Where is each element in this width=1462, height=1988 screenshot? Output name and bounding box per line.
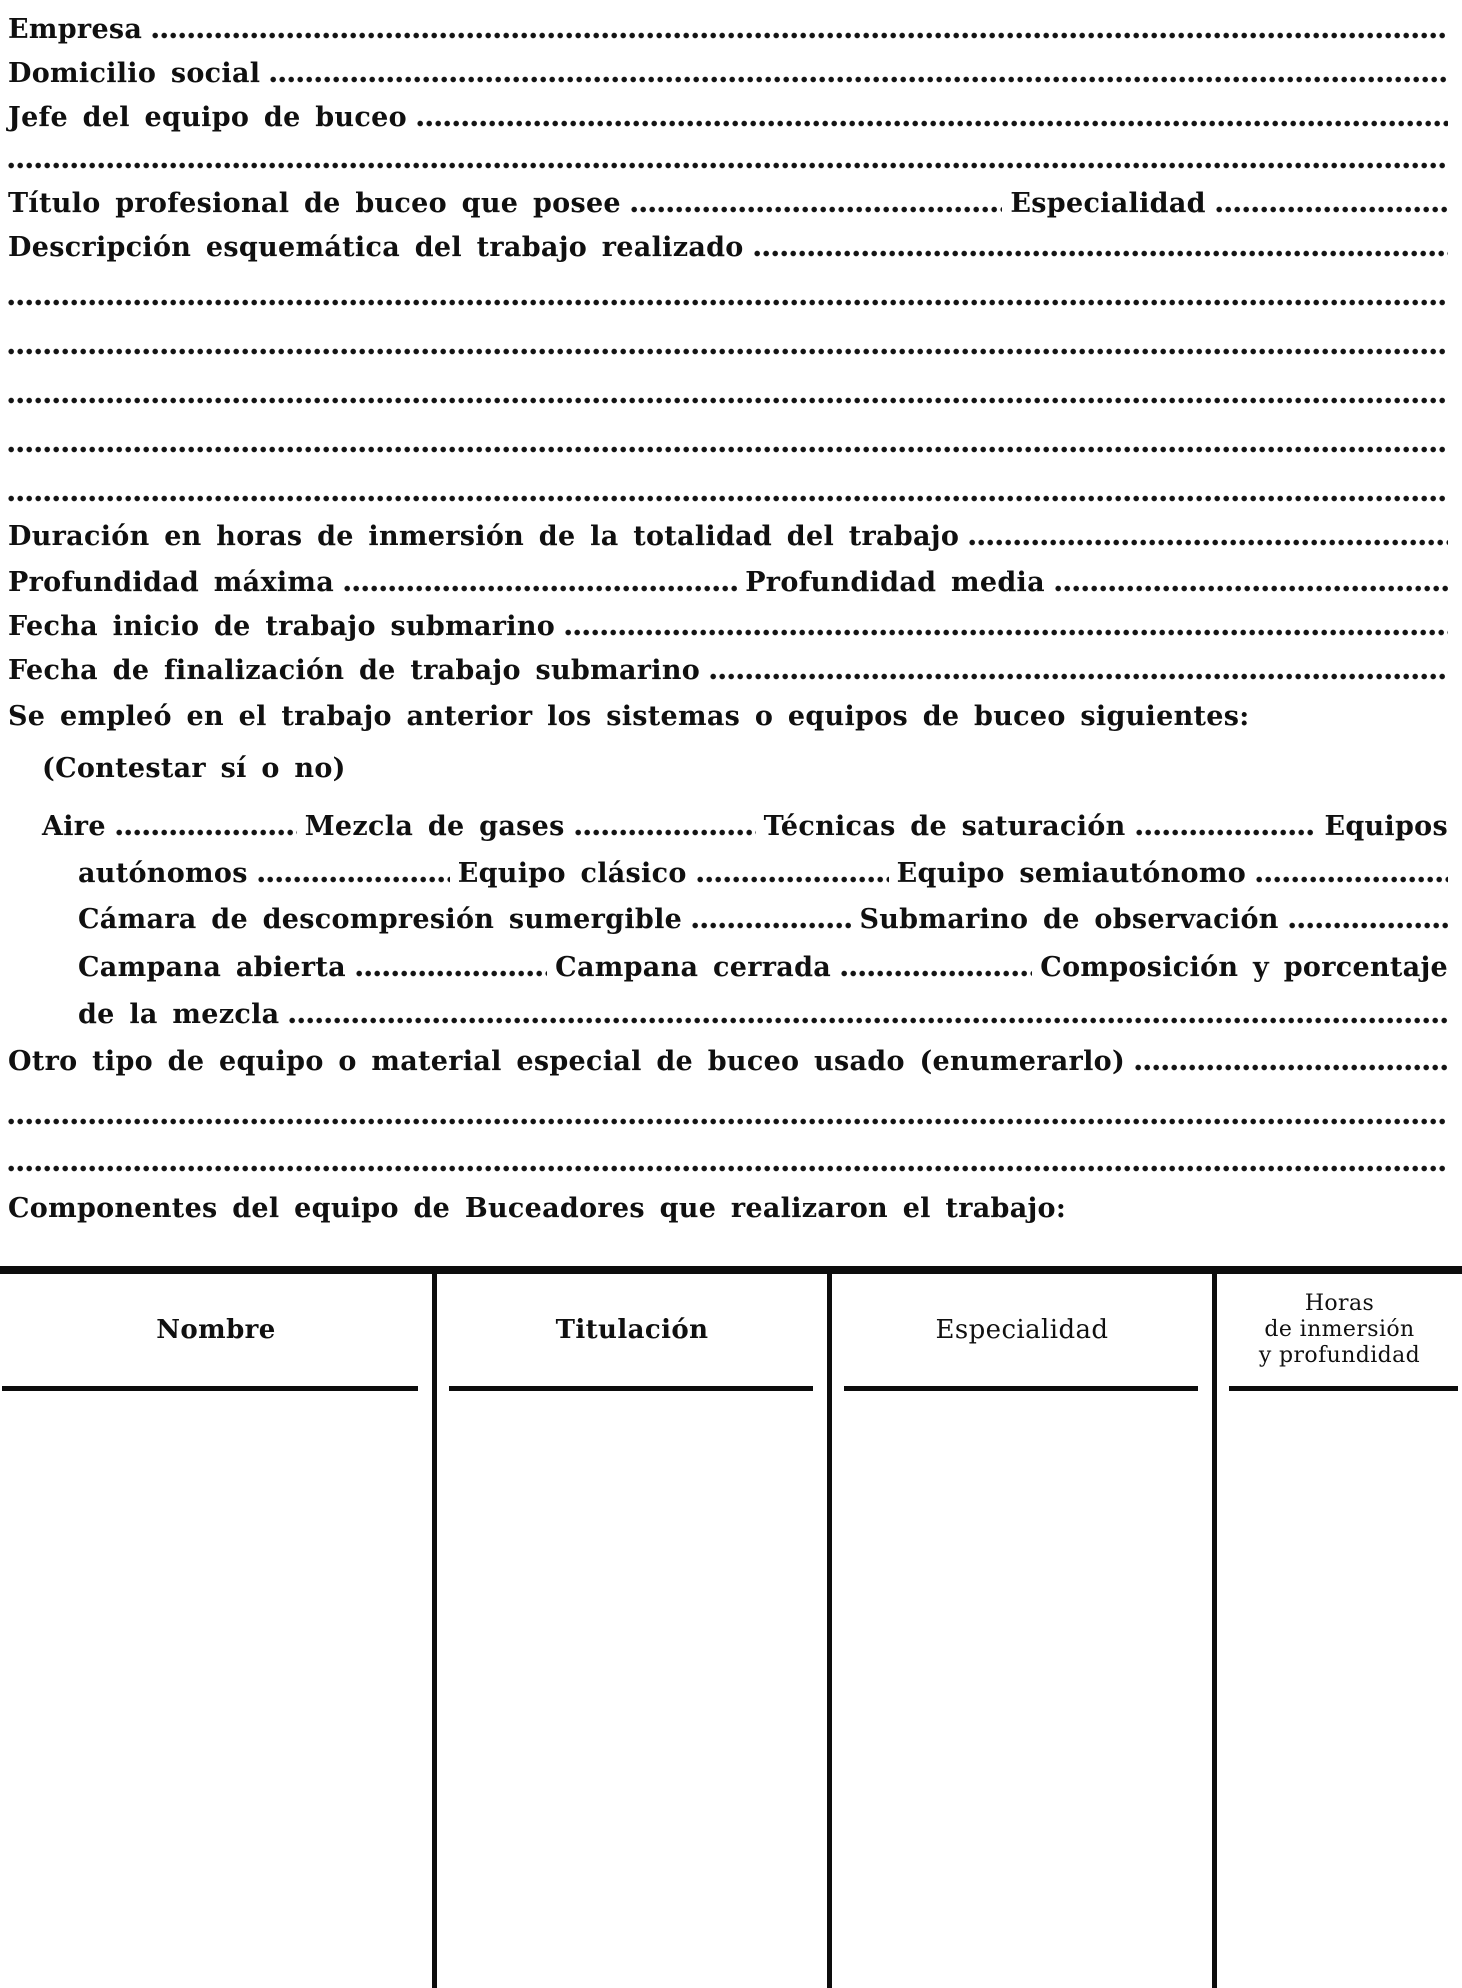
- table-blank-row: [1217, 1711, 1462, 1791]
- table-blank-row: [0, 1791, 432, 1871]
- form-line-de-la-mezcla: [8, 982, 1448, 1029]
- dotted-blank-fecha-inicio: [565, 629, 1448, 636]
- dotted-blank-fecha-fin: [710, 673, 1448, 680]
- dotted-blank-camara: [692, 922, 851, 929]
- column-header-titulacion: Titulación: [555, 1315, 709, 1345]
- header-underline: [1229, 1386, 1458, 1391]
- table-top-border: [0, 1266, 1462, 1274]
- label-componentes: Componentes del equipo de Buceadores que realizaron el trabajo:: [8, 1192, 1067, 1224]
- form-line-descripcion-dots-2: [8, 311, 1448, 360]
- table-blank-row: [437, 1791, 827, 1871]
- form-line-aire: [8, 783, 1448, 841]
- table-blank-row: [437, 1471, 827, 1551]
- label-titulo-profesional: Título profesional de buceo que posee: [8, 187, 621, 219]
- label-contestar: (Contestar sí o no): [42, 752, 346, 784]
- dotted-blank-descripcion-5: [8, 495, 1448, 502]
- form-line-profundidad: [8, 551, 1448, 597]
- table-blank-row: [1217, 1871, 1462, 1951]
- table-blank-row: [437, 1551, 827, 1631]
- form-line-duracion: [8, 507, 1448, 551]
- form-line-otro-dots-2: [8, 1130, 1448, 1177]
- dotted-blank-equipo-clasico: [697, 876, 889, 883]
- dotted-blank-especialidad: [1216, 206, 1448, 213]
- form-line-fecha-fin: [8, 641, 1448, 685]
- dotted-blank-titulo: [631, 206, 1003, 213]
- table-column-titulacion: [437, 1274, 832, 1988]
- table-blank-row: [437, 1391, 827, 1471]
- label-fecha-inicio: Fecha inicio de trabajo submarino: [8, 610, 556, 642]
- label-profundidad-maxima: Profundidad máxima: [8, 566, 335, 598]
- form-line-fecha-inicio: [8, 597, 1448, 641]
- dotted-blank-descripcion-2: [8, 348, 1448, 355]
- label-jefe-equipo: Jefe del equipo de buceo: [8, 101, 407, 133]
- table-column-especialidad: [832, 1274, 1217, 1988]
- form-line-camara: [8, 888, 1448, 934]
- table-column-nombre: [0, 1274, 437, 1988]
- dotted-blank-campana-abierta: [356, 970, 547, 977]
- dotted-blank-duracion: [969, 539, 1448, 546]
- column-header-nombre: Nombre: [156, 1315, 276, 1345]
- form-line-otro-dots-1: [8, 1076, 1448, 1130]
- label-empresa: Empresa: [8, 13, 143, 45]
- table-blank-row: [1217, 1551, 1462, 1631]
- dotted-blank-campana-cerrada: [841, 970, 1032, 977]
- form-line-descripcion-dots-3: [8, 360, 1448, 409]
- table-header-titulacion: [437, 1274, 827, 1391]
- table-blank-row: [832, 1711, 1212, 1791]
- dotted-blank-equipo-semiautonomo: [1256, 876, 1448, 883]
- form-line-campana: [8, 934, 1448, 982]
- label-aire: Aire: [42, 810, 106, 842]
- label-campana-cerrada: Campana cerrada: [555, 951, 832, 983]
- table-blank-row: [437, 1631, 827, 1711]
- dotted-blank-profundidad-maxima: [344, 585, 737, 592]
- table-blank-row: [0, 1391, 432, 1471]
- label-mezcla-gases: Mezcla de gases: [304, 810, 565, 842]
- table-blank-row: [1217, 1391, 1462, 1471]
- dotted-blank-profundidad-media: [1055, 585, 1448, 592]
- dotted-blank-descripcion-1: [8, 299, 1448, 306]
- table-header-nombre: [0, 1274, 432, 1391]
- form-line-domicilio: [8, 44, 1448, 88]
- form-line-continuation-dots: [8, 132, 1448, 174]
- header-underline: [2, 1386, 418, 1391]
- dotted-blank-submarino: [1289, 922, 1448, 929]
- form-line-descripcion-dots-1: [8, 262, 1448, 311]
- dotted-blank-aire: [116, 829, 297, 836]
- table-header-horas: [1217, 1274, 1462, 1391]
- header-horas-line2: de inmersión: [1264, 1317, 1415, 1342]
- form-line-empresa: [8, 6, 1448, 44]
- dotted-blank-otro-tipo: [1135, 1064, 1448, 1071]
- dotted-blank-de-la-mezcla: [289, 1017, 1448, 1024]
- table-blank-row: [1217, 1791, 1462, 1871]
- label-equipos-word: Equipos: [1324, 810, 1448, 842]
- label-de-la-mezcla: de la mezcla: [78, 998, 280, 1030]
- table-blank-row: [437, 1871, 827, 1951]
- form-line-autonomos: [8, 841, 1448, 888]
- label-sistemas-intro: Se empleó en el trabajo anterior los sistemas o equipos de buceo siguientes:: [8, 700, 1250, 732]
- label-tecnicas-saturacion: Técnicas de saturación: [763, 810, 1126, 842]
- label-camara-descompresion: Cámara de descompresión sumergible: [78, 903, 683, 935]
- table-blank-row: [832, 1471, 1212, 1551]
- form-line-jefe-equipo: [8, 88, 1448, 132]
- dotted-blank-descripcion-3: [8, 397, 1448, 404]
- form-line-descripcion-dots-4: [8, 409, 1448, 458]
- dotted-blank-jefe-equipo: [417, 120, 1448, 127]
- table-blank-row: [0, 1711, 432, 1791]
- form-line-componentes: [8, 1177, 1448, 1223]
- table-blank-row: [832, 1551, 1212, 1631]
- dotted-blank-tecnicas-saturacion: [1136, 829, 1317, 836]
- label-equipo-semiautonomo: Equipo semiautónomo: [896, 857, 1247, 889]
- dotted-blank-mezcla-gases: [575, 829, 756, 836]
- label-submarino-observacion: Submarino de observación: [859, 903, 1279, 935]
- dotted-blank-empresa: [152, 32, 1448, 39]
- table-blank-row: [437, 1711, 827, 1791]
- label-otro-tipo: Otro tipo de equipo o material especial de buceo usado (enumerarlo): [8, 1045, 1126, 1077]
- dotted-blank-otro-2: [8, 1165, 1448, 1172]
- label-campana-abierta: Campana abierta: [78, 951, 346, 983]
- header-horas-line1: Horas: [1304, 1291, 1375, 1316]
- dotted-blank-descripcion-4: [8, 446, 1448, 453]
- label-equipo-clasico: Equipo clásico: [457, 857, 687, 889]
- table-blank-row: [0, 1471, 432, 1551]
- dotted-blank-domicilio: [270, 76, 1448, 83]
- label-fecha-fin: Fecha de finalización de trabajo submarino: [8, 654, 701, 686]
- dotted-blank-descripcion: [754, 250, 1448, 257]
- table-body: [0, 1274, 1462, 1988]
- table-blank-row: [832, 1791, 1212, 1871]
- table-blank-row: [1217, 1631, 1462, 1711]
- label-profundidad-media: Profundidad media: [745, 566, 1045, 598]
- column-header-horas: [1217, 1274, 1462, 1386]
- column-header-especialidad: Especialidad: [935, 1315, 1109, 1345]
- divers-table: [0, 1266, 1462, 1988]
- header-underline: [449, 1386, 813, 1391]
- form-line-descripcion: [8, 218, 1448, 262]
- table-blank-row: [832, 1391, 1212, 1471]
- form-line-descripcion-dots-5: [8, 458, 1448, 507]
- header-horas-line3: y profundidad: [1258, 1343, 1421, 1368]
- header-underline: [844, 1386, 1198, 1391]
- table-blank-row: [0, 1551, 432, 1631]
- table-blank-row: [832, 1631, 1212, 1711]
- table-blank-row: [1217, 1471, 1462, 1551]
- table-blank-row: [0, 1871, 432, 1951]
- table-column-horas: [1217, 1274, 1462, 1988]
- dotted-blank-continuation: [8, 162, 1448, 169]
- form-line-otro-tipo: [8, 1029, 1448, 1076]
- table-blank-row: [0, 1631, 432, 1711]
- dotted-blank-otro-1: [8, 1118, 1448, 1125]
- table-blank-row: [832, 1871, 1212, 1951]
- table-header-especialidad: [832, 1274, 1212, 1391]
- label-composicion: Composición y porcentaje: [1040, 951, 1448, 983]
- label-descripcion: Descripción esquemática del trabajo realizado: [8, 231, 744, 263]
- form-line-titulo-especialidad: [8, 174, 1448, 218]
- label-duracion: Duración en horas de inmersión de la totalidad del trabajo: [8, 520, 960, 552]
- form-line-contestar: [8, 731, 1448, 783]
- label-domicilio-social: Domicilio social: [8, 57, 261, 89]
- form-line-sistemas-intro: [8, 685, 1448, 731]
- dotted-blank-autonomos: [258, 876, 450, 883]
- label-especialidad: Especialidad: [1010, 187, 1206, 219]
- label-autonomos: autónomos: [78, 857, 248, 889]
